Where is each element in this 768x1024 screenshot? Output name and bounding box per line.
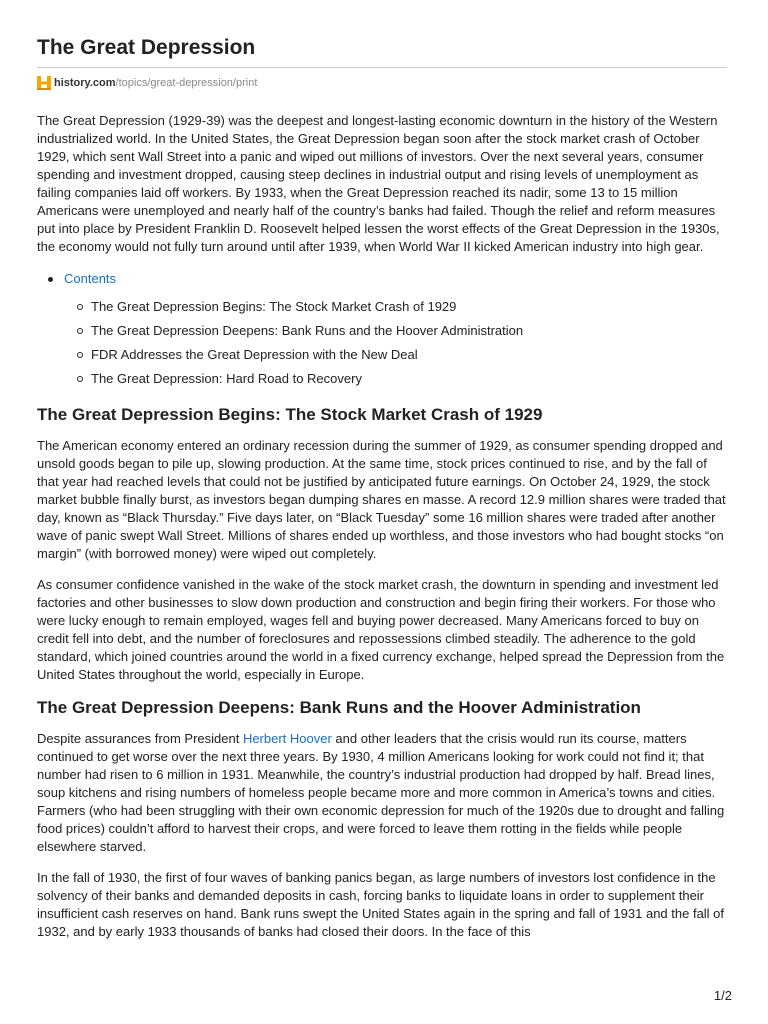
- page-title: The Great Depression: [37, 36, 256, 59]
- contents-sublist: [64, 298, 727, 388]
- bullet-circle-icon: [77, 376, 83, 382]
- contents-item-label: The Great Depression Begins: The Stock Market Crash of 1929: [91, 299, 457, 314]
- contents-item-label: The Great Depression Deepens: Bank Runs and the Hoover Administration: [91, 323, 524, 338]
- contents-item: [64, 298, 727, 316]
- source-line: [37, 74, 727, 92]
- section2-paragraph-2: In the fall of 1930, the first of four waves of banking panics began, as large numbers of investors lost confidence in the solvency of their banks and demanded deposits in cash, forcing banks to liquidate loans in order to supplement their insufficient cash reserves on hand. Bank runs swept the United States again in the spring and fall of 1931 and the fall of 1932, and by early 1933 thousands of banks had closed their doors. In the face of this: [37, 870, 725, 939]
- section-heading-stock-market-crash: The Great Depression Begins: The Stock Market Crash of 1929: [37, 405, 543, 424]
- section-heading-bank-runs: The Great Depression Deepens: Bank Runs and the Hoover Administration: [37, 698, 641, 717]
- section2-p1-text-start: Despite assurances from President: [37, 731, 243, 746]
- contents-item: [64, 346, 727, 364]
- page-number: 1/2: [713, 988, 732, 1003]
- contents-list: [37, 270, 727, 388]
- section1-paragraph-2: As consumer confidence vanished in the wake of the stock market crash, the downturn in spending and investment led factories and other businesses to slow down production and construction and begin firing their workers. For those who were lucky enough to remain employed, wages fell and buying power decreased. Many Americans forced to buy on credit fell into debt, and the number of foreclosures and repossessions climbed steadily. The adherence to the gold standard, which joined countries around the world in a fixed currency exchange, helped spread the Depression from the United States throughout the world, especially in Europe.: [37, 577, 725, 682]
- document-page: [37, 34, 727, 941]
- contents-entry: [37, 270, 727, 388]
- source-path[interactable]: /topics/great-depression/print: [115, 77, 258, 89]
- section1-paragraph-1: The American economy entered an ordinary recession during the summer of 1929, as consumer spending dropped and unsold goods began to pile up, slowing production. At the same time, stock prices continued to rise, and by the fall of that year had reached levels that could not be justified by anticipated future earnings. On October 24, 1929, the stock market bubble finally burst, as investors began dumping shares en masse. A record 12.9 million shares were traded that day, known as “Black Thursday.” Five days later, on “Black Tuesday” some 16 million shares were traded after another wave of panic swept Wall Street. Millions of shares ended up worthless, and those investors who had bought stocks “on margin” (with borrowed money) were wiped out completely.: [37, 438, 726, 561]
- bullet-circle-icon: [77, 328, 83, 334]
- contents-item-label: FDR Addresses the Great Depression with the New Deal: [91, 347, 418, 362]
- contents-item: [64, 370, 727, 388]
- bullet-circle-icon: [77, 352, 83, 358]
- contents-item-label: The Great Depression: Hard Road to Recovery: [91, 371, 362, 386]
- bullet-disc-icon: [48, 277, 53, 282]
- section2-p1-text-end: and other leaders that the crisis would run its course, matters continued to get worse over the next three years. By 1930, 4 million Americans looking for work could not find it; that number had risen to 6 million in 1931. Meanwhile, the country’s industrial production had dropped by half. Bread lines, soup kitchens and rising numbers of homeless people became more and more common in America’s towns and cities. Farmers (who had been struggling with their own economic depression for much of the 1920s due to drought and falling food prices) couldn’t afford to harvest their crops, and were forced to leave them rotting in the fields while people elsewhere starved.: [37, 731, 725, 854]
- title-divider: [37, 67, 727, 68]
- contents-link[interactable]: Contents: [64, 271, 117, 286]
- source-domain[interactable]: history.com: [54, 77, 116, 89]
- herbert-hoover-link[interactable]: Herbert Hoover: [242, 731, 332, 746]
- bullet-circle-icon: [77, 304, 83, 310]
- contents-item: [64, 322, 727, 340]
- section2-paragraph-1: [37, 730, 727, 856]
- history-logo-icon: [37, 75, 51, 91]
- intro-paragraph: The Great Depression (1929-39) was the deepest and longest-lasting economic downturn in the history of the Western industrialized world. In the United States, the Great Depression began soon after the stock market crash of October 1929, which sent Wall Street into a panic and wiped out millions of investors. Over the next several years, consumer spending and investment dropped, causing steep declines in industrial output and rising levels of unemployment as failing companies laid off workers. By 1933, when the Great Depression reached its nadir, some 13 to 15 million Americans were unemployed and nearly half of the country’s banks had failed. Though the relief and reform measures put into place by President Franklin D. Roosevelt helped lessen the worst effects of the Great Depression in the 1930s, the economy would not fully turn around until after 1939, when World War II kicked American industry into high gear.: [37, 113, 720, 254]
